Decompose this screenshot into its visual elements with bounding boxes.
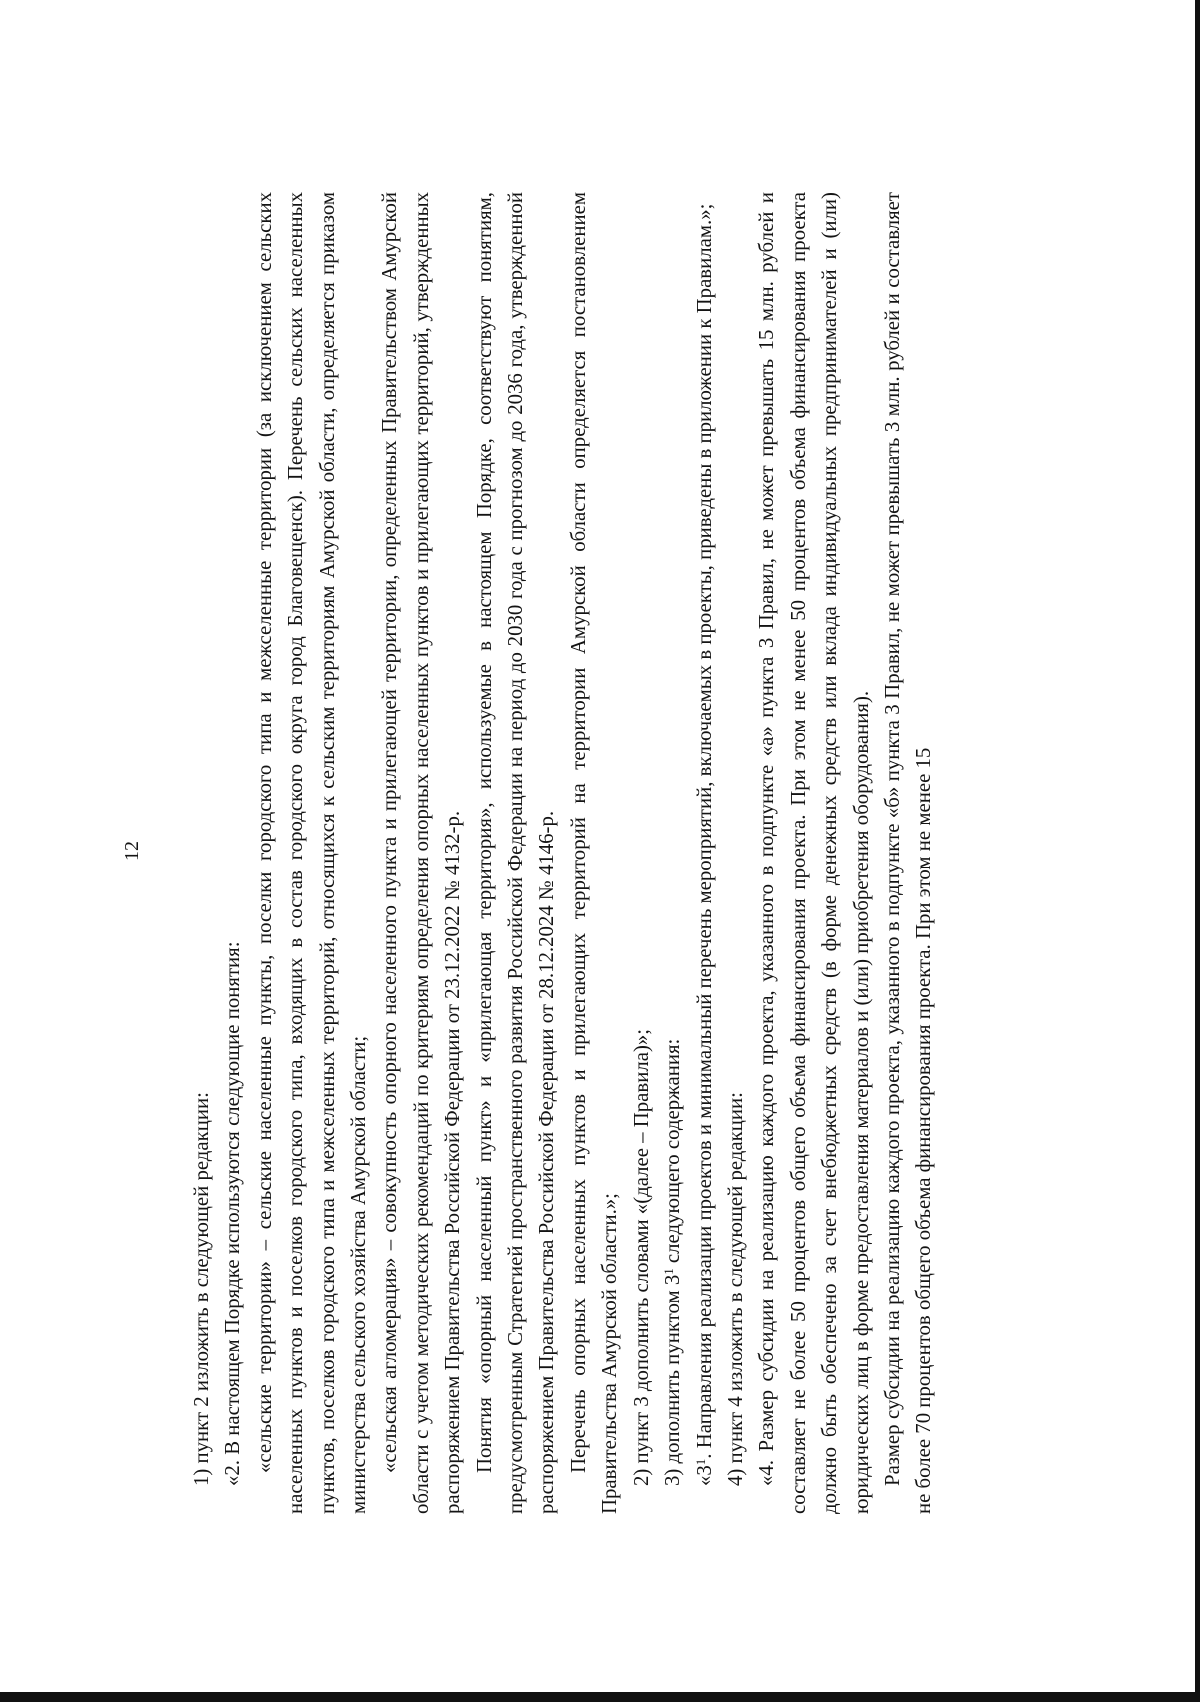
paragraph-key-settlement-terms: Понятия «опорный населенный пункт» и «прилегающая территория», используемые в настоящем Порядке, соответствуют понятиям, предусмотренным Стратегией пространственного развития Российской Федерации на период до 2030 года с прогнозом до 2036 года, утвержденной распоряжением Правительства Российской Федерации от 28.12.2024 № 4146-р.	[472, 192, 559, 1514]
page-number: 12	[121, 841, 143, 861]
paragraph-item-4: 4) пункт 4 изложить в следующей редакции:	[723, 1092, 747, 1486]
paragraph-item-3-text: 3) дополнить пунктом 3	[661, 1274, 685, 1486]
superscript: 1	[661, 1268, 677, 1275]
paragraph-point-3-1-text: . Направления реализации проектов и минимальный перечень мероприятий, включаемых в проекты, приведены в приложении к Правилам.»;	[692, 203, 716, 1459]
paragraph-item-2: 2) пункт 3 дополнить словами «(далее – Правила)»;	[629, 1028, 653, 1486]
paragraph-point-3-1-start: «3	[692, 1465, 716, 1486]
paragraph-subsidy-b: Размер субсидии на реализацию каждого проекта, указанного в подпункте «б» пункта 3 Правил, не может превышать 3 млн. рублей и составляет не более 70 процентов общего объема финансирования проекта. При этом не менее 15	[880, 192, 936, 1514]
rotated-document-page	[120, 101, 1080, 1601]
paragraph-item-3-rest: следующего содержания:	[661, 1038, 685, 1269]
paragraph-point-3-1	[689, 192, 720, 1514]
paragraph-settlement-list: Перечень опорных населенных пунктов и прилегающих территорий на территории Амурской области определяется постановлением Правительства Амурской области.»;	[566, 192, 622, 1514]
paragraph-item-1: 1) пункт 2 изложить в следующей редакции:	[190, 1092, 213, 1486]
paragraph-quote-start: «2. В настоящем Порядке используются следующие понятия:	[221, 941, 245, 1486]
document-body	[186, 192, 940, 1514]
paragraph-rural-agglomeration: «сельская агломерация» – совокупность опорного населенного пункта и прилегающей территории, определенных Правительством Амурской области с учетом методических рекомендаций по критериям определения опорных населенных пунктов и прилегающих территорий, утвержденных распоряжением Правительства Российской Федерации от 23.12.2022 № 4132-р.	[378, 192, 465, 1514]
paragraph-subsidy-a: «4. Размер субсидии на реализацию каждого проекта, указанного в подпункте «а» пункта 3 Правил, не может превышать 15 млн. рублей и составляет не более 50 процентов общего объема финансирования проекта. При этом не менее 50 процентов объема финансирования проекта должно быть обеспечено за счет внебюджетных средств (в форме денежных средств или вклада индивидуальных предпринимателей и (или) юридических лиц в форме предоставления материалов и (или) приобретения оборудования).	[755, 192, 873, 1514]
scan-edge-right	[1195, 0, 1200, 1702]
superscript: 1	[692, 1458, 708, 1466]
scan-edge-bottom	[0, 1692, 1200, 1702]
paragraph-item-3	[657, 192, 688, 1514]
paragraph-rural-territories: «сельские территории» – сельские населенные пункты, поселки городского типа и межселенные территории (за исключением сельских населенных пунктов и поселков городского типа, входящих в состав городского округа город Благовещенск). Перечень сельских населенных пунктов, поселков городского типа и межселенных территорий, относящихся к сельским территориям Амурской области, определяется приказом министерства сельского хозяйства Амурской области;	[252, 192, 371, 1514]
